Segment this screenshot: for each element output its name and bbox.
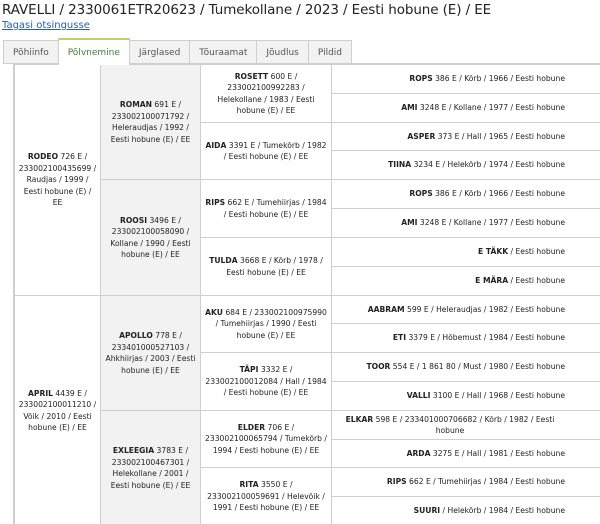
- horse-name-link[interactable]: RITA: [239, 480, 259, 490]
- horse-name-link[interactable]: ELDER: [237, 422, 266, 432]
- horse-info: / Eesti hobune: [508, 247, 565, 257]
- pedigree-entry: [387, 476, 565, 488]
- pedigree-entry: [204, 197, 328, 220]
- horse-info: 3379 E / Hõbemust / 1984 / Eesti hobune: [406, 333, 565, 343]
- pedigree-gen4-cell: [331, 122, 600, 151]
- pedigree-gen3-cell: [200, 237, 332, 296]
- pedigree-entry: [407, 390, 565, 402]
- horse-info: 386 E / Kõrb / 1966 / Eesti hobune: [432, 74, 565, 84]
- pedigree-entry: [204, 307, 328, 342]
- pedigree-entry: [18, 151, 97, 209]
- pedigree-entry: [104, 445, 197, 491]
- pedigree-gen4-cell: [331, 150, 600, 180]
- pedigree-gen4-cell: [331, 323, 600, 353]
- pedigree-entry: [104, 330, 197, 376]
- pedigree-entry: [335, 414, 565, 437]
- tab-jarglased[interactable]: Järglased: [129, 40, 190, 64]
- pedigree-entry: [366, 361, 565, 373]
- pedigree-gen4-cell: [331, 266, 600, 296]
- pedigree-panel: [3, 63, 600, 524]
- horse-info: 3496 E / 233002100058090 / Kollane / 1990 / Eesti hobune (E) / EE: [110, 215, 191, 259]
- horse-name-link[interactable]: APOLLO: [119, 331, 153, 340]
- tab-pohiinfo[interactable]: Põhiinfo: [3, 40, 59, 64]
- tab-touraamat[interactable]: Tõuraamat: [189, 40, 257, 64]
- horse-name-link[interactable]: E MÄRA: [475, 276, 509, 286]
- pedigree-entry: [401, 217, 565, 229]
- horse-info: 3234 E / Helekõrb / 1974 / Eesti hobune: [411, 160, 565, 170]
- horse-name-link[interactable]: APRIL: [28, 388, 54, 398]
- horse-info: 726 E / 233002100435699 / Raudjas / 1999 / Eesti hobune (E) / EE: [18, 152, 97, 208]
- horse-info: 706 E / 233002100065794 / Tumekõrb / 1994 / Eesti hobune (E) / EE: [205, 422, 327, 455]
- tab-joudlus[interactable]: Jõudlus: [256, 40, 308, 64]
- back-to-search-link[interactable]: Tagasi otsingusse: [2, 20, 90, 31]
- horse-name-link[interactable]: AMI: [401, 218, 418, 228]
- pedigree-gen3-cell: [200, 467, 332, 524]
- pedigree-gen4-cell: [331, 496, 600, 524]
- pedigree-gen4-cell: [331, 439, 600, 468]
- horse-info: 691 E / 233002100071792 / Heleraudjas / 1992 / Eesti hobune (E) / EE: [110, 100, 191, 144]
- pedigree-entry: [104, 99, 197, 145]
- horse-name-link[interactable]: RIPS: [205, 198, 226, 207]
- pedigree-entry: [475, 275, 565, 287]
- horse-name-link[interactable]: AMI: [401, 103, 418, 113]
- pedigree-entry: [204, 255, 328, 278]
- pedigree-gen2-cell: [100, 64, 201, 180]
- tab-bar: [3, 38, 351, 64]
- pedigree-gen4-cell: [331, 295, 600, 324]
- pedigree-gen4-cell: [331, 64, 600, 94]
- horse-name-link[interactable]: ARDA: [406, 448, 431, 458]
- pedigree-gen3-cell: [200, 122, 332, 180]
- pedigree-gen2-cell: [100, 410, 201, 524]
- horse-name-link[interactable]: AKU: [205, 307, 223, 317]
- horse-info: 599 E / Heleraudjas / 1982 / Eesti hobune: [404, 304, 565, 314]
- pedigree-entry: [393, 332, 565, 344]
- tab-polvnemine[interactable]: Põlvnemine: [58, 38, 130, 65]
- pedigree-entry: [409, 188, 565, 200]
- pedigree-entry: [407, 131, 565, 143]
- horse-name-link[interactable]: RIPS: [386, 477, 407, 487]
- horse-info: 3783 E / 233002100467301 / Helekollane / 2001 / Eesti hobune (E) / EE: [110, 446, 191, 490]
- horse-name-link[interactable]: AIDA: [205, 140, 227, 150]
- pedigree-gen4-cell: [331, 179, 600, 209]
- pedigree-entry: [368, 304, 565, 316]
- pedigree-gen3-cell: [200, 295, 332, 353]
- pedigree-gen4-cell: [331, 352, 600, 382]
- pedigree-entry: [401, 102, 565, 114]
- horse-name-link[interactable]: ROOSI: [120, 215, 148, 225]
- horse-name-link[interactable]: ROSETT: [234, 71, 269, 81]
- pedigree-gen3-cell: [200, 410, 332, 468]
- pedigree-gen3-cell: [200, 64, 332, 123]
- pedigree-gen3-cell: [200, 179, 332, 238]
- pedigree-entry: [204, 422, 328, 457]
- horse-info: 662 E / Tumehiirjas / 1984 / Eesti hobune: [406, 477, 565, 487]
- pedigree-entry: [388, 159, 565, 171]
- horse-info: 600 E / 233002100992283 / Helekollane / 1983 / Eesti hobune (E) / EE: [217, 71, 315, 115]
- horse-info: 3248 E / Kollane / 1977 / Eesti hobune: [417, 103, 565, 113]
- horse-name-link[interactable]: EXLEEGIA: [112, 446, 155, 455]
- pedigree-entry: [409, 73, 565, 85]
- horse-info: 373 E / Hall / 1965 / Eesti hobune: [435, 131, 565, 141]
- horse-info: 3332 E / 233002100012084 / Hall / 1984 / Eesti hobune (E) / EE: [205, 365, 327, 398]
- pedigree-gen4-cell: [331, 237, 600, 267]
- pedigree-table: [13, 64, 600, 524]
- horse-name-link[interactable]: AABRAM: [367, 304, 405, 314]
- pedigree-entry: [204, 479, 328, 514]
- pedigree-gen4-cell: [331, 410, 600, 440]
- tab-pildid[interactable]: Pildid: [308, 40, 352, 64]
- horse-info: 598 E / 233401000706682 / Kõrb / 1982 / Eesti hobune: [373, 414, 555, 435]
- horse-info: 662 E / Tumehiirjas / 1984 / Eesti hobune (E) / EE: [223, 198, 327, 219]
- horse-name-link[interactable]: SUURI: [413, 506, 441, 516]
- horse-name-link[interactable]: RODEO: [27, 152, 59, 162]
- pedigree-gen4-cell: [331, 208, 600, 238]
- pedigree-entry: [104, 215, 197, 261]
- horse-name-link[interactable]: E TÄKK: [478, 247, 509, 257]
- horse-info: / Helekõrb / 1984 / Eesti hobune: [440, 506, 565, 516]
- pedigree-entry: [18, 388, 97, 434]
- horse-name-link[interactable]: ELKAR: [345, 414, 374, 424]
- horse-info: 3668 E / Kõrb / 1978 / Eesti hobune (E) / EE: [226, 256, 323, 277]
- pedigree-gen4-cell: [331, 467, 600, 497]
- horse-info: 778 E / 233401000527103 / Ahkhiirjas / 2003 / Eesti hobune (E) / EE: [105, 331, 196, 375]
- pedigree-gen2-cell: [100, 295, 201, 411]
- horse-info: 3100 E / Hall / 1968 / Eesti hobune: [430, 391, 565, 401]
- horse-name-link[interactable]: TOOR: [366, 362, 391, 372]
- pedigree-gen4-cell: [331, 93, 600, 123]
- pedigree-entry: [407, 448, 565, 460]
- pedigree-entry: [414, 505, 565, 517]
- pedigree-entry: [204, 364, 328, 399]
- pedigree-gen1-cell: [14, 64, 101, 296]
- pedigree-gen2-cell: [100, 179, 201, 296]
- horse-name-link[interactable]: VALLI: [406, 391, 431, 401]
- pedigree-entry: [204, 71, 328, 117]
- horse-name-link[interactable]: TULDA: [209, 256, 238, 265]
- pedigree-gen4-cell: [331, 381, 600, 411]
- horse-name-link[interactable]: ROPS: [409, 74, 433, 84]
- horse-name-link[interactable]: ASPER: [407, 131, 436, 141]
- horse-name-link[interactable]: ROMAN: [119, 100, 152, 109]
- horse-info: 3550 E / 233002100059691 / Helevõik / 1991 / Eesti hobune (E) / EE: [207, 480, 325, 513]
- horse-info: 4439 E / 233002100011210 / Võik / 2010 / Eesti hobune (E) / EE: [18, 388, 97, 432]
- horse-name-link[interactable]: ETI: [392, 333, 407, 343]
- pedigree-gen3-cell: [200, 352, 332, 411]
- pedigree-entry: [478, 246, 565, 258]
- horse-info: 386 E / Kõrb / 1966 / Eesti hobune: [432, 189, 565, 199]
- page-title: RAVELLI / 2330061ETR20623 / Tumekollane / 2023 / Eesti hobune (E) / EE: [2, 2, 492, 18]
- horse-info: 684 E / 233002100975990 / Tumehiirjas / 1990 / Eesti hobune (E) / EE: [215, 307, 327, 340]
- horse-info: 3248 E / Kollane / 1977 / Eesti hobune: [417, 218, 565, 228]
- pedigree-entry: [204, 140, 328, 163]
- pedigree-gen1-cell: [14, 295, 101, 524]
- horse-name-link[interactable]: ROPS: [409, 189, 433, 199]
- horse-info: / Eesti hobune: [508, 276, 565, 286]
- horse-name-link[interactable]: TIINA: [388, 160, 412, 170]
- horse-name-link[interactable]: TÄPI: [239, 365, 259, 375]
- horse-info: 3391 E / Tumekõrb / 1982 / Eesti hobune (E) / EE: [223, 140, 327, 161]
- horse-info: 554 E / 1 861 80 / Must / 1980 / Eesti hobune: [390, 362, 565, 372]
- horse-info: 3275 E / Hall / 1981 / Eesti hobune: [430, 448, 565, 458]
